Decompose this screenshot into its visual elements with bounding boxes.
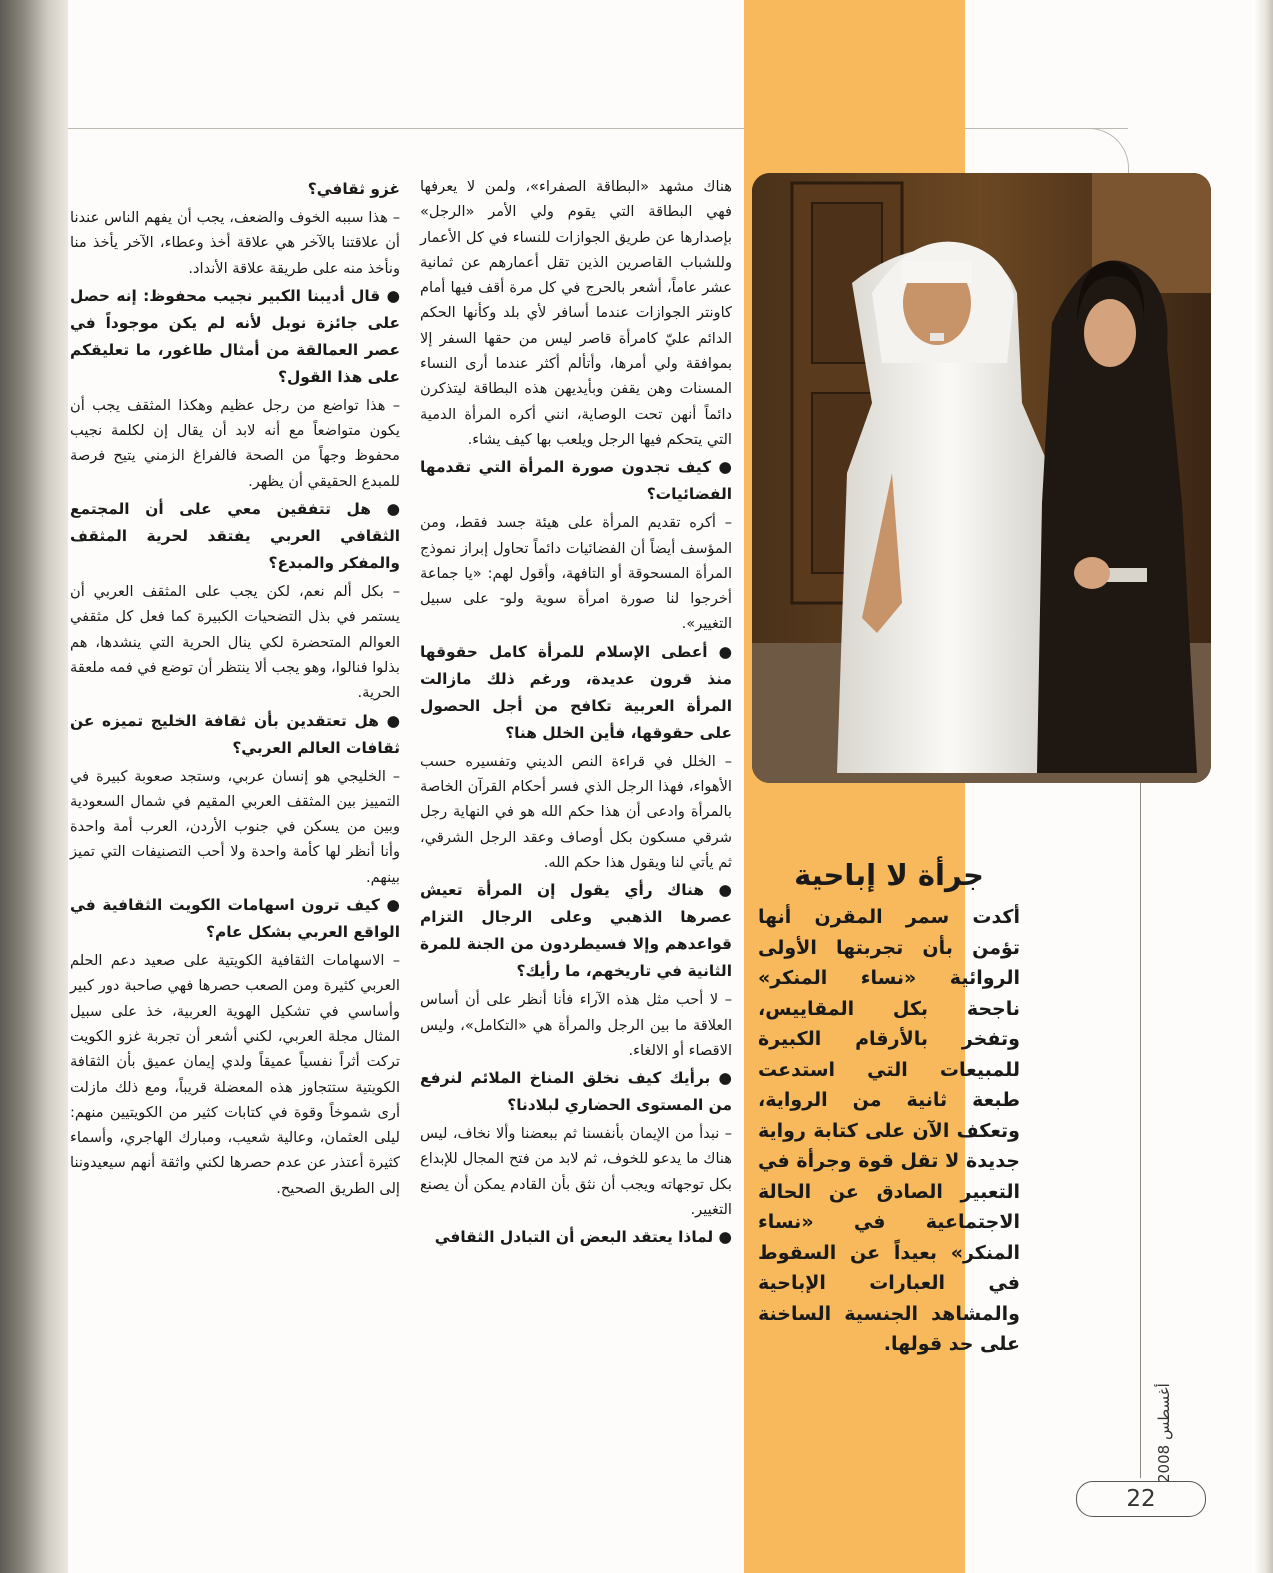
interview-answer: – هذا سببه الخوف والضعف، يجب أن يفهم الناس عندنا أن علاقتنا بالآخر هي علاقة أخذ وعطاء، الآخر يأخذ منا ونأخذ منه على طريقة علاقة الأنداد. (70, 209, 400, 277)
interview-question: ● قال أديبنا الكبير نجيب محفوظ: إنه حصل على جائزة نوبل لأنه لم يكن موجوداً في عصر العمالقة من أمثال طاغور، ما تعليقكم على هذا القول؟ (70, 286, 400, 386)
interview-answer: – الخلل في قراءة النص الديني وتفسيره حسب الأهواء، فهذا الرجل الذي فسر أحكام القرآن الخاصة بالمرأة وادعى أن هذا حكم الله هو في النهاية رجل شرقي مسكون بكل أوصاف وعقد الرجل الشرقي، ثم يأتي لنا ويقول هذا حكم الله. (420, 752, 732, 871)
interview-answer: هناك مشهد «البطاقة الصفراء»، ولمن لا يعرفها فهي البطاقة التي يقوم ولي الأمر «الرجل» بإصدارها عن طريق الجوازات للنساء في كل الأعمار وللشباب القاصرين الذين تقل أعمارهم عن ثمانية عشر عاماً، أشعر بالحرج في كل مرة أقف فيها أمام كاونتر الجوازات عندما أسافر لأي بلد وكأنها الحكم الدائم عليّ كامرأة قاصر ليس من حقها السفر إلا بموافقة ولي أمرها، وأتألم أكثر عندما أرى النساء المسنات وهن يقفن وبأيديهن هذه البطاقة ليتذكرن دائماً أنهن تحت الوصاية، انني أكره المرأة الدمية التي يتحكم فيها الرجل ويلعب بها كيف يشاء. (420, 178, 732, 448)
interview-answer: – بكل ألم نعم، لكن يجب على المثقف العربي أن يستمر في بذل التضحيات الكبيرة كما فعل كل مثقفي العوالم المتحضرة لكي ينال الحرية التي ينشدها، هم بذلوا فنالوا، وهو يجب ألا ينتظر أن توضع في فمه ملعقة الحرية. (70, 583, 400, 702)
interview-question: ● هل تعتقدين بأن ثقافة الخليج تميزه عن ثقافات العالم العربي؟ (70, 711, 400, 757)
interview-answer: – أكره تقديم المرأة على هيئة جسد فقط، ومن المؤسف أيضاً أن الفضائيات دائماً تحاول إبراز نموذج المرأة المسحوقة أو التافهة، وأقول لهم: «يا جماعة أخرجوا لنا صورة امرأة سوية ولو- على سبيل التغيير». (420, 514, 732, 633)
interview-answer: – نبدأ من الإيمان بأنفسنا ثم ببعضنا وألا نخاف، ليس هناك ما يدعو للخوف، ثم لابد من فتح المجال للإبداع بكل توجهاته ويجب أن نثق بأن القادم يمكن أن يصنع التغيير. (420, 1125, 732, 1219)
interview-question: ● هل تتفقين معي على أن المجتمع الثقافي العربي يفتقد لحرية المثقف والمفكر والمبدع؟ (70, 500, 400, 573)
interview-question: ● لماذا يعتقد البعض أن التبادل الثقافي (434, 1228, 732, 1247)
article-column-right (420, 174, 732, 1253)
article-column-left (70, 174, 400, 1201)
interview-answer: – الاسهامات الثقافية الكويتية على صعيد دعم الحلم العربي كثيرة ومن الصعب حصرها فهي صاحبة دور كبير وأساسي في تشكيل الهوية العربية، خذ على سبيل المثال مجلة العربي، لكني أشعر أن تجربة غزو الكويت تركت أثراً نفسياً عميقاً ولدي إيمان عميق بأن الثقافة الكويتية ستتجاوز هذه المعضلة قريباً، ومع ذلك مازلت أرى شموخاً وقوة في كتابات كثير من الكويتيين منهم: ليلى العثمان، وعالية شعيب، ومبارك الهاجري، وأسماء كثيرة أعتذر عن عدم حصرها لكني واثقة أنهم سيعيدوننا إلى الطريق الصحيح. (70, 952, 400, 1197)
header-rule (68, 128, 1128, 129)
issue-month: أغسطس 2008 (1155, 1383, 1173, 1483)
interview-question: ● برأيك كيف نخلق المناخ الملائم لنرفع من المستوى الحضاري لبلادنا؟ (420, 1069, 732, 1115)
sidebar-title: جرأة لا إباحية (794, 858, 984, 892)
vertical-rule (1140, 783, 1141, 1478)
interview-question: ● هناك رأي يقول إن المرأة تعيش عصرها الذهبي وعلى الرجال التزام قواعدهم وإلا فسيطردون من الجنة للمرة الثانية في تاريخهم، ما رأيك؟ (420, 881, 732, 981)
page-binding-shadow (0, 0, 68, 1573)
page-edge (1253, 0, 1273, 1573)
interview-answer: – الخليجي هو إنسان عربي، وستجد صعوبة كبيرة في التمييز بين المثقف العربي المقيم في شمال السعودية وبين من يسكن في جنوب الأردن، العرب أمة واحدة وأنا أنظر لها كأمة واحدة ولا أحب التصنيفات التي تميز بينهم. (70, 767, 400, 886)
interview-answer: – هذا تواضع من رجل عظيم وهكذا المثقف يجب أن يكون متواضعاً مع أنه لابد أن يقال إن لكلمة نجيب محفوظ وجهاً من الصحة فالفراغ الزمني يتيح فرصة للمبدع الحقيقي أن يظهر. (70, 396, 400, 490)
interview-question: ● كيف تجدون صورة المرأة التي تقدمها الفضائيات؟ (420, 458, 732, 504)
interview-question: ● أعطى الإسلام للمرأة كامل حقوقها منذ قرون عديدة، ورغم ذلك مازالت المرأة العربية تكافح من أجل الحصول على حقوقها، فأين الخلل هنا؟ (420, 642, 732, 742)
page-number: 22 (1076, 1481, 1206, 1517)
sidebar-box (758, 858, 1020, 1360)
sidebar-text: أكدت سمر المقرن أنها تؤمن بأن تجربتها الأولى الروائية «نساء المنكر» ناجحة بكل المقاييس، وتفخر بالأرقام الكبيرة للمبيعات التي استدعت طبعة ثانية من الرواية، وتعكف الآن على كتابة رواية جديدة لا تقل قوة وجرأة في التعبير الصادق عن الحالة الاجتماعية في «نساء المنكر» بعيداً عن السقوط في العبارات الإباحية والمشاهد الجنسية الساخنة على حد قولها. (758, 906, 1020, 1355)
header-rule-curve (1050, 128, 1129, 175)
interview-photo (752, 173, 1211, 783)
interview-question: ● كيف ترون اسهامات الكويت الثقافية في الواقع العربي بشكل عام؟ (70, 896, 400, 942)
interview-question: غزو ثقافي؟ (307, 180, 400, 198)
interview-answer: – لا أحب مثل هذه الآراء فأنا أنظر على أن أساس العلاقة ما بين الرجل والمرأة هي «التكامل»، وليس الاقصاء أو الالغاء. (420, 991, 732, 1059)
